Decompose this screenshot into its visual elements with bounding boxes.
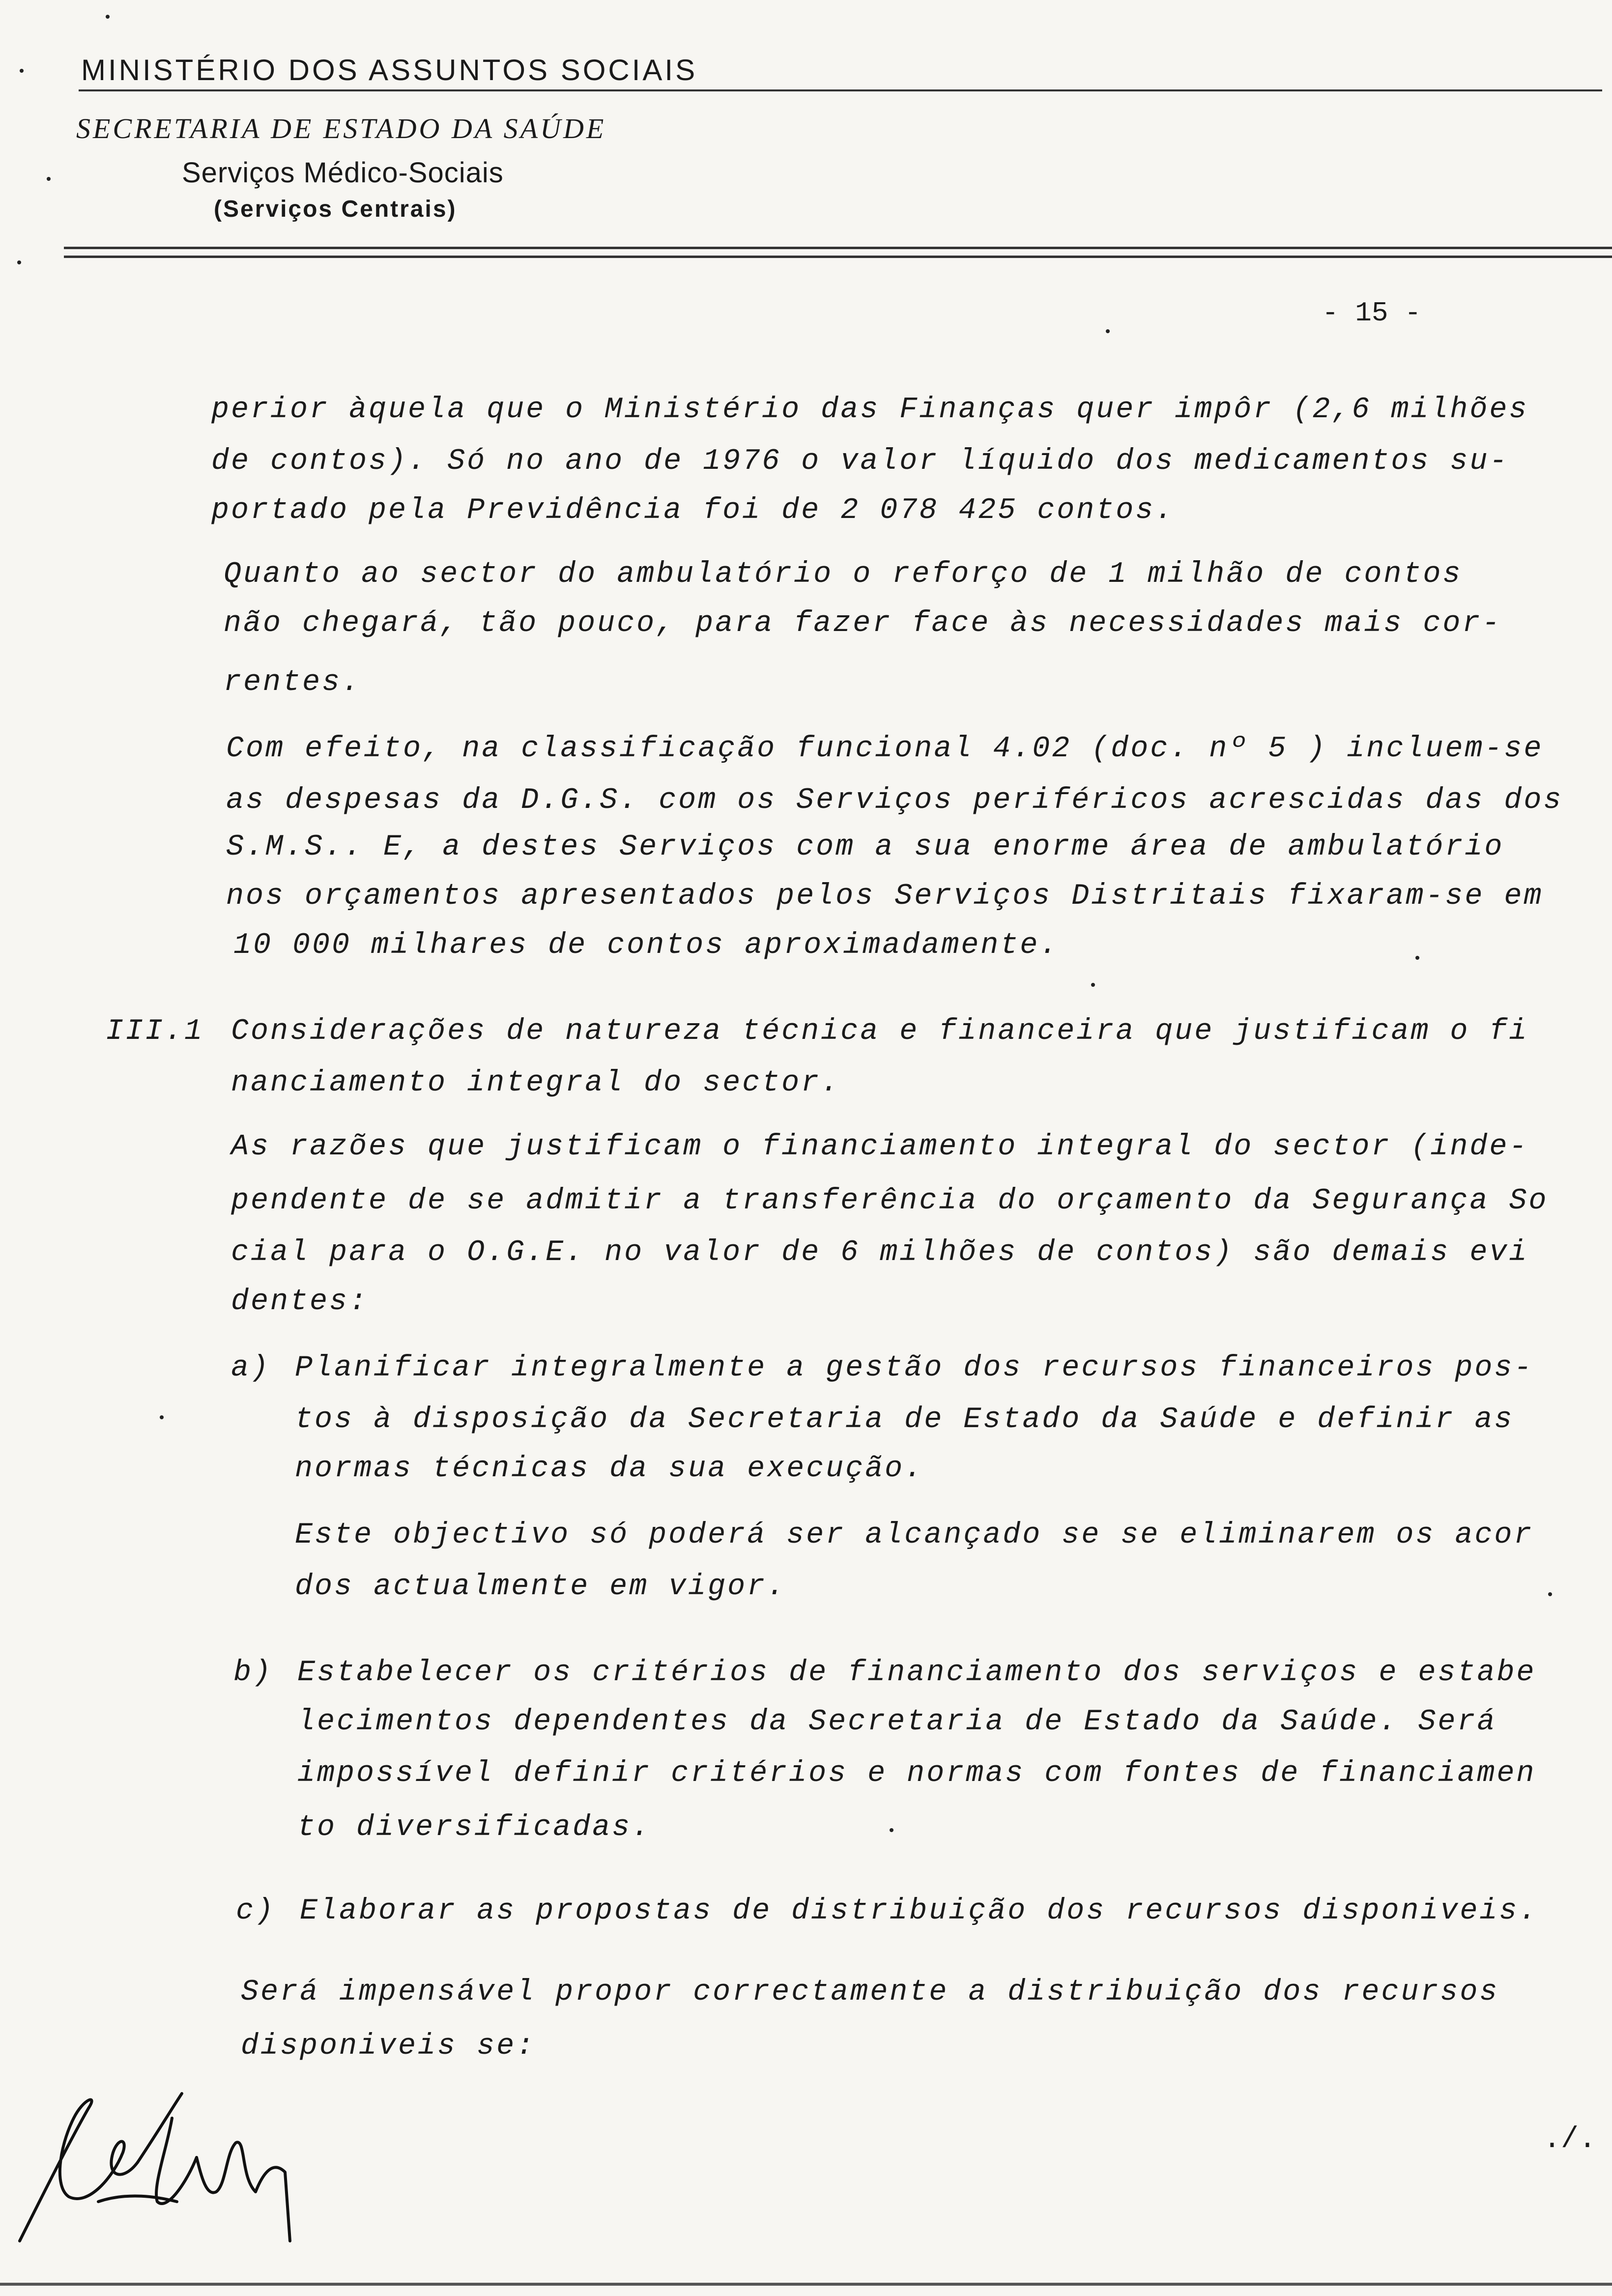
- list-item-line: normas técnicas da sua execução.: [295, 1452, 924, 1486]
- letterhead-servicos: Serviços Médico-Sociais: [182, 157, 504, 189]
- page-number: - 15 -: [1322, 297, 1421, 329]
- text-line: as despesas da D.G.S. com os Serviços periféricos acrescidas das dos: [226, 784, 1563, 817]
- scan-speck: [47, 177, 51, 181]
- scan-speck: [1106, 329, 1110, 333]
- list-item-line: Elaborar as propostas de distribuição dos recursos disponiveis.: [300, 1894, 1539, 1928]
- text-line: disponiveis se:: [241, 2030, 536, 2063]
- scan-speck: [106, 15, 110, 19]
- letterhead-double-rule-top: [64, 247, 1612, 249]
- list-item-line: dos actualmente em vigor.: [295, 1570, 787, 1604]
- scan-speck: [1548, 1592, 1552, 1596]
- list-item-line: impossível definir critérios e normas com fontes de financiamen: [297, 1757, 1536, 1790]
- list-item-line: tos à disposição da Secretaria de Estado da Saúde e definir as: [295, 1403, 1514, 1436]
- text-line: As razões que justificam o financiamento integral do sector (inde-: [231, 1130, 1529, 1164]
- letterhead-centrais: (Serviços Centrais): [214, 196, 457, 222]
- item-marker-a: a): [231, 1351, 271, 1385]
- text-line: dentes:: [231, 1285, 369, 1319]
- text-line: nos orçamentos apresentados pelos Serviços Distritais fixaram-se em: [226, 880, 1544, 913]
- list-item-line: to diversificadas.: [297, 1811, 652, 1844]
- scan-speck: [17, 260, 21, 264]
- letterhead-secretaria: SECRETARIA DE ESTADO DA SAÚDE: [76, 113, 606, 144]
- text-line: S.M.S.. E, a destes Serviços com a sua enorme área de ambulatório: [226, 831, 1504, 864]
- text-line: cial para o O.G.E. no valor de 6 milhões de contos) são demais evi: [231, 1236, 1529, 1269]
- text-line: perior àquela que o Ministério das Finanças quer impôr (2,6 milhões: [211, 393, 1529, 427]
- section-title-line: nanciamento integral do sector.: [231, 1066, 841, 1100]
- scan-speck: [1091, 983, 1095, 987]
- scan-speck: [1415, 956, 1419, 960]
- text-line: pendente de se admitir a transferência do orçamento da Segurança So: [231, 1184, 1549, 1218]
- letterhead-ministry: MINISTÉRIO DOS ASSUNTOS SOCIAIS: [81, 54, 698, 86]
- text-line: rentes.: [224, 666, 362, 699]
- letterhead-double-rule-bottom: [64, 256, 1612, 258]
- text-line: Quanto ao sector do ambulatório o reforço de 1 milhão de contos: [224, 558, 1463, 591]
- text-line: de contos). Só no ano de 1976 o valor líquido dos medicamentos su-: [211, 445, 1509, 478]
- text-line: não chegará, tão pouco, para fazer face às necessidades mais cor-: [224, 607, 1502, 640]
- text-line: portado pela Previdência foi de 2 078 425 contos.: [211, 494, 1175, 527]
- continuation-mark: ./.: [1543, 2123, 1597, 2156]
- list-item-line: Este objectivo só poderá ser alcançado se se eliminarem os acor: [295, 1519, 1534, 1552]
- text-line: Será impensável propor correctamente a distribuição dos recursos: [241, 1976, 1499, 2009]
- scan-speck: [160, 1415, 164, 1419]
- list-item-line: Planificar integralmente a gestão dos recursos financeiros pos-: [295, 1351, 1534, 1385]
- list-item-line: Estabelecer os critérios de financiamento dos serviços e estabe: [297, 1656, 1536, 1690]
- item-marker-b: b): [233, 1656, 273, 1690]
- scan-speck: [20, 69, 24, 73]
- item-marker-c: c): [236, 1894, 276, 1928]
- handwritten-signature: [10, 2079, 315, 2246]
- section-title-line: Considerações de natureza técnica e financeira que justificam o fi: [231, 1015, 1529, 1048]
- text-line: Com efeito, na classificação funcional 4.02 (doc. nº 5 ) incluem-se: [226, 732, 1544, 766]
- list-item-line: lecimentos dependentes da Secretaria de Estado da Saúde. Será: [297, 1705, 1497, 1739]
- bottom-page-rule: [0, 2283, 1612, 2286]
- text-line: 10 000 milhares de contos aproximadamente.: [233, 929, 1060, 962]
- letterhead-top-rule: [79, 89, 1602, 91]
- section-number: III.1: [106, 1015, 204, 1048]
- scan-speck: [890, 1828, 893, 1832]
